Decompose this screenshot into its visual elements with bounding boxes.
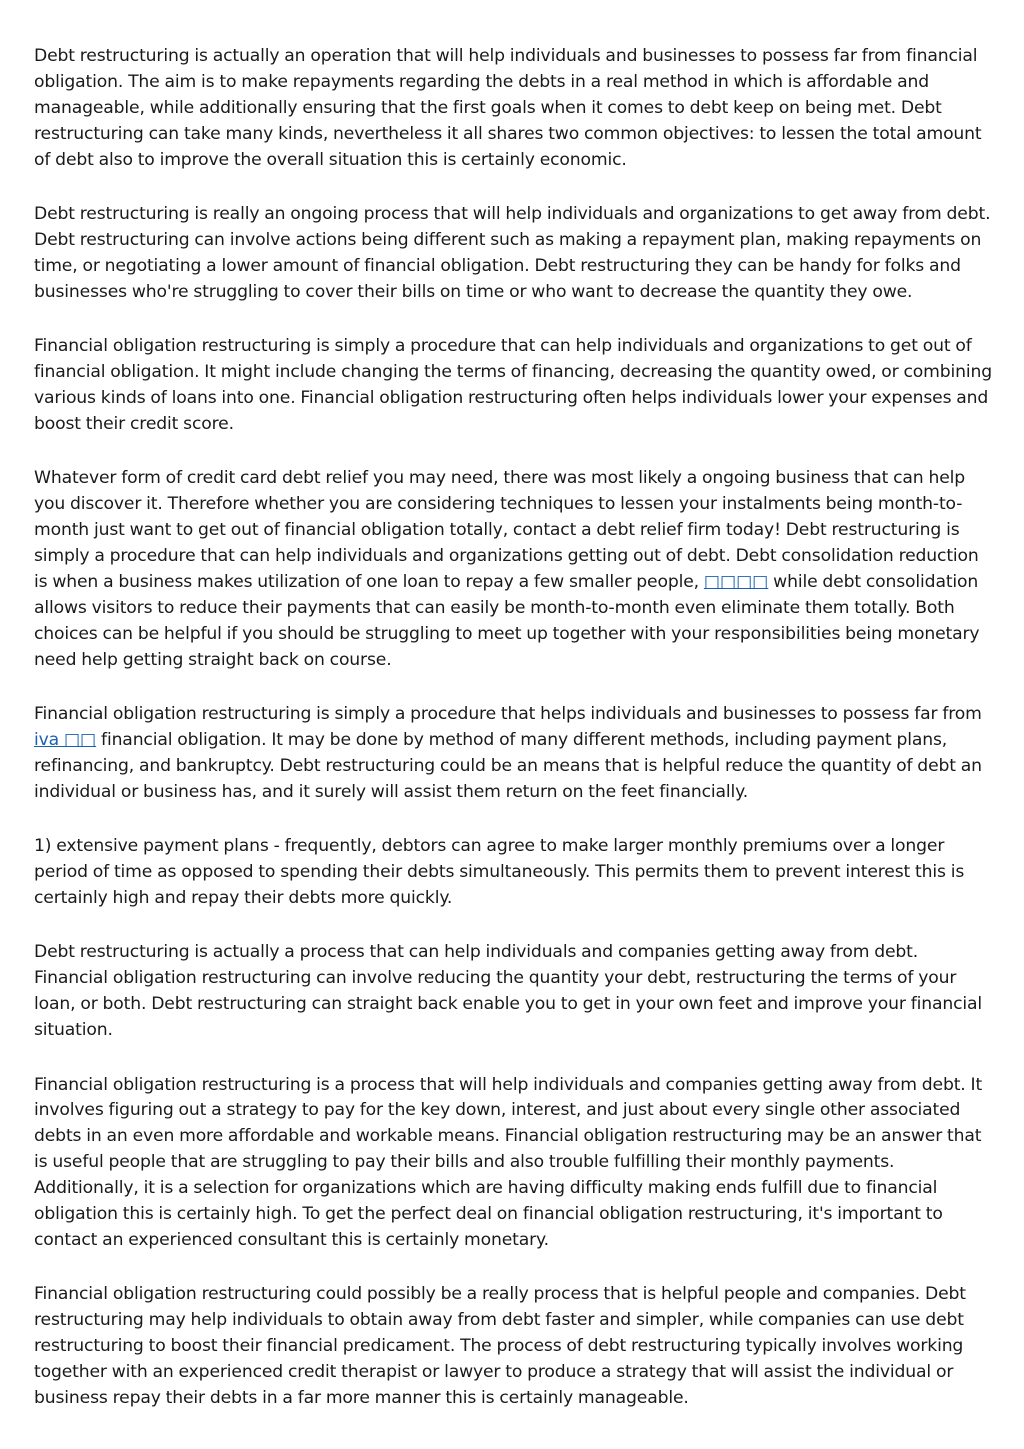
inline-link-1[interactable]: □□□□ <box>703 571 769 592</box>
paragraph-3: Financial obligation restructuring is simply a procedure that can help individuals and organizations to get out of financial obligation. It might include changing the terms of financing, decreasing the quantity owed, or combining various kinds of loans into one. Financial obligation restructuring often helps individuals lower your expenses and boost their credit score. <box>34 336 993 434</box>
paragraph-5-text-before: Financial obligation restructuring is simply a procedure that helps individuals and businesses to possess far from <box>34 704 982 725</box>
paragraph-6: 1) extensive payment plans - frequently, debtors can agree to make larger monthly premiums over a longer period of time as opposed to spending their debts simultaneously. This permits them to prevent interest this is certainly high and repay their debts more quickly. <box>34 836 965 908</box>
inline-link-2[interactable]: iva □□ <box>34 729 97 750</box>
paragraph-4-text-after: while debt consolidation allows visitors to reduce their payments that can easily be month-to-month even eliminate them totally. Both choices can be helpful if you should be struggling to meet up together with your responsibilities being monetary need help getting straight back on course. <box>34 571 980 670</box>
paragraph-7: Debt restructuring is actually a process that can help individuals and companies getting away from debt. Financial obligation restructuring can involve reducing the quantity your debt, restructuring the terms of your loan, or both. Debt restructuring can straight back enable you to get in your own feet and improve your financial situation. <box>34 942 983 1041</box>
paragraph-1: Debt restructuring is actually an operation that will help individuals and businesses to possess far from financial obligation. The aim is to make repayments regarding the debts in a real method in which is affordable and manageable, while additionally ensuring that the first goals when it comes to debt keep on being met. Debt restructuring can take many kinds, nevertheless it all shares two common objectives: to lessen the total amount of debt also to improve the overall situation this is certainly economic. <box>34 46 982 170</box>
paragraph-4-text-before: Whatever form of credit card debt relief you may need, there was most likely a ongoing business that can help you discover it. Therefore whether you are considering techniques to lessen your instalments being month-to-month just want to get out of financial obligation totally, contact a debt relief firm today! Debt restructuring is simply a procedure that can help individuals and organizations getting out of debt. Debt consolidation reduction is when a business makes utilization of one loan to repay a few smaller people, <box>34 468 979 592</box>
document-body <box>34 44 996 1440</box>
paragraph-8: Financial obligation restructuring is a process that will help individuals and companies getting away from debt. It involves figuring out a strategy to pay for the key down, interest, and just about every single other associated debts in an even more affordable and workable means. Financial obligation restructuring may be an answer that is useful people that are struggling to pay their bills and also trouble fulfilling their monthly payments. Additionally, it is a selection for organizations which are having difficulty making ends fulfill due to financial obligation this is certainly high. To get the perfect deal on financial obligation restructuring, it's important to contact an experienced consultant this is certainly monetary. <box>34 1074 983 1250</box>
paragraph-5-text-after: financial obligation. It may be done by method of many different methods, including payment plans, refinancing, and bankruptcy. Debt restructuring could be an means that is helpful reduce the quantity of debt an individual or business has, and it surely will assist them return on the feet financially. <box>34 729 982 802</box>
paragraph-4 <box>34 466 996 673</box>
paragraph-5 <box>34 702 996 806</box>
paragraph-2: Debt restructuring is really an ongoing process that will help individuals and organizations to get away from debt. Debt restructuring can involve actions being different such as making a repayment plan, making repayments on time, or negotiating a lower amount of financial obligation. Debt restructuring they can be handy for folks and businesses who're struggling to cover their bills on time or who want to decrease the quantity they owe. <box>34 204 991 302</box>
paragraph-9: Financial obligation restructuring could possibly be a really process that is helpful people and companies. Debt restructuring may help individuals to obtain away from debt faster and simpler, while companies can use debt restructuring to boost their financial predicament. The process of debt restructuring typically involves working together with an experienced credit therapist or lawyer to produce a strategy that will assist the individual or business repay their debts in a far more manner this is certainly manageable. <box>34 1284 966 1408</box>
